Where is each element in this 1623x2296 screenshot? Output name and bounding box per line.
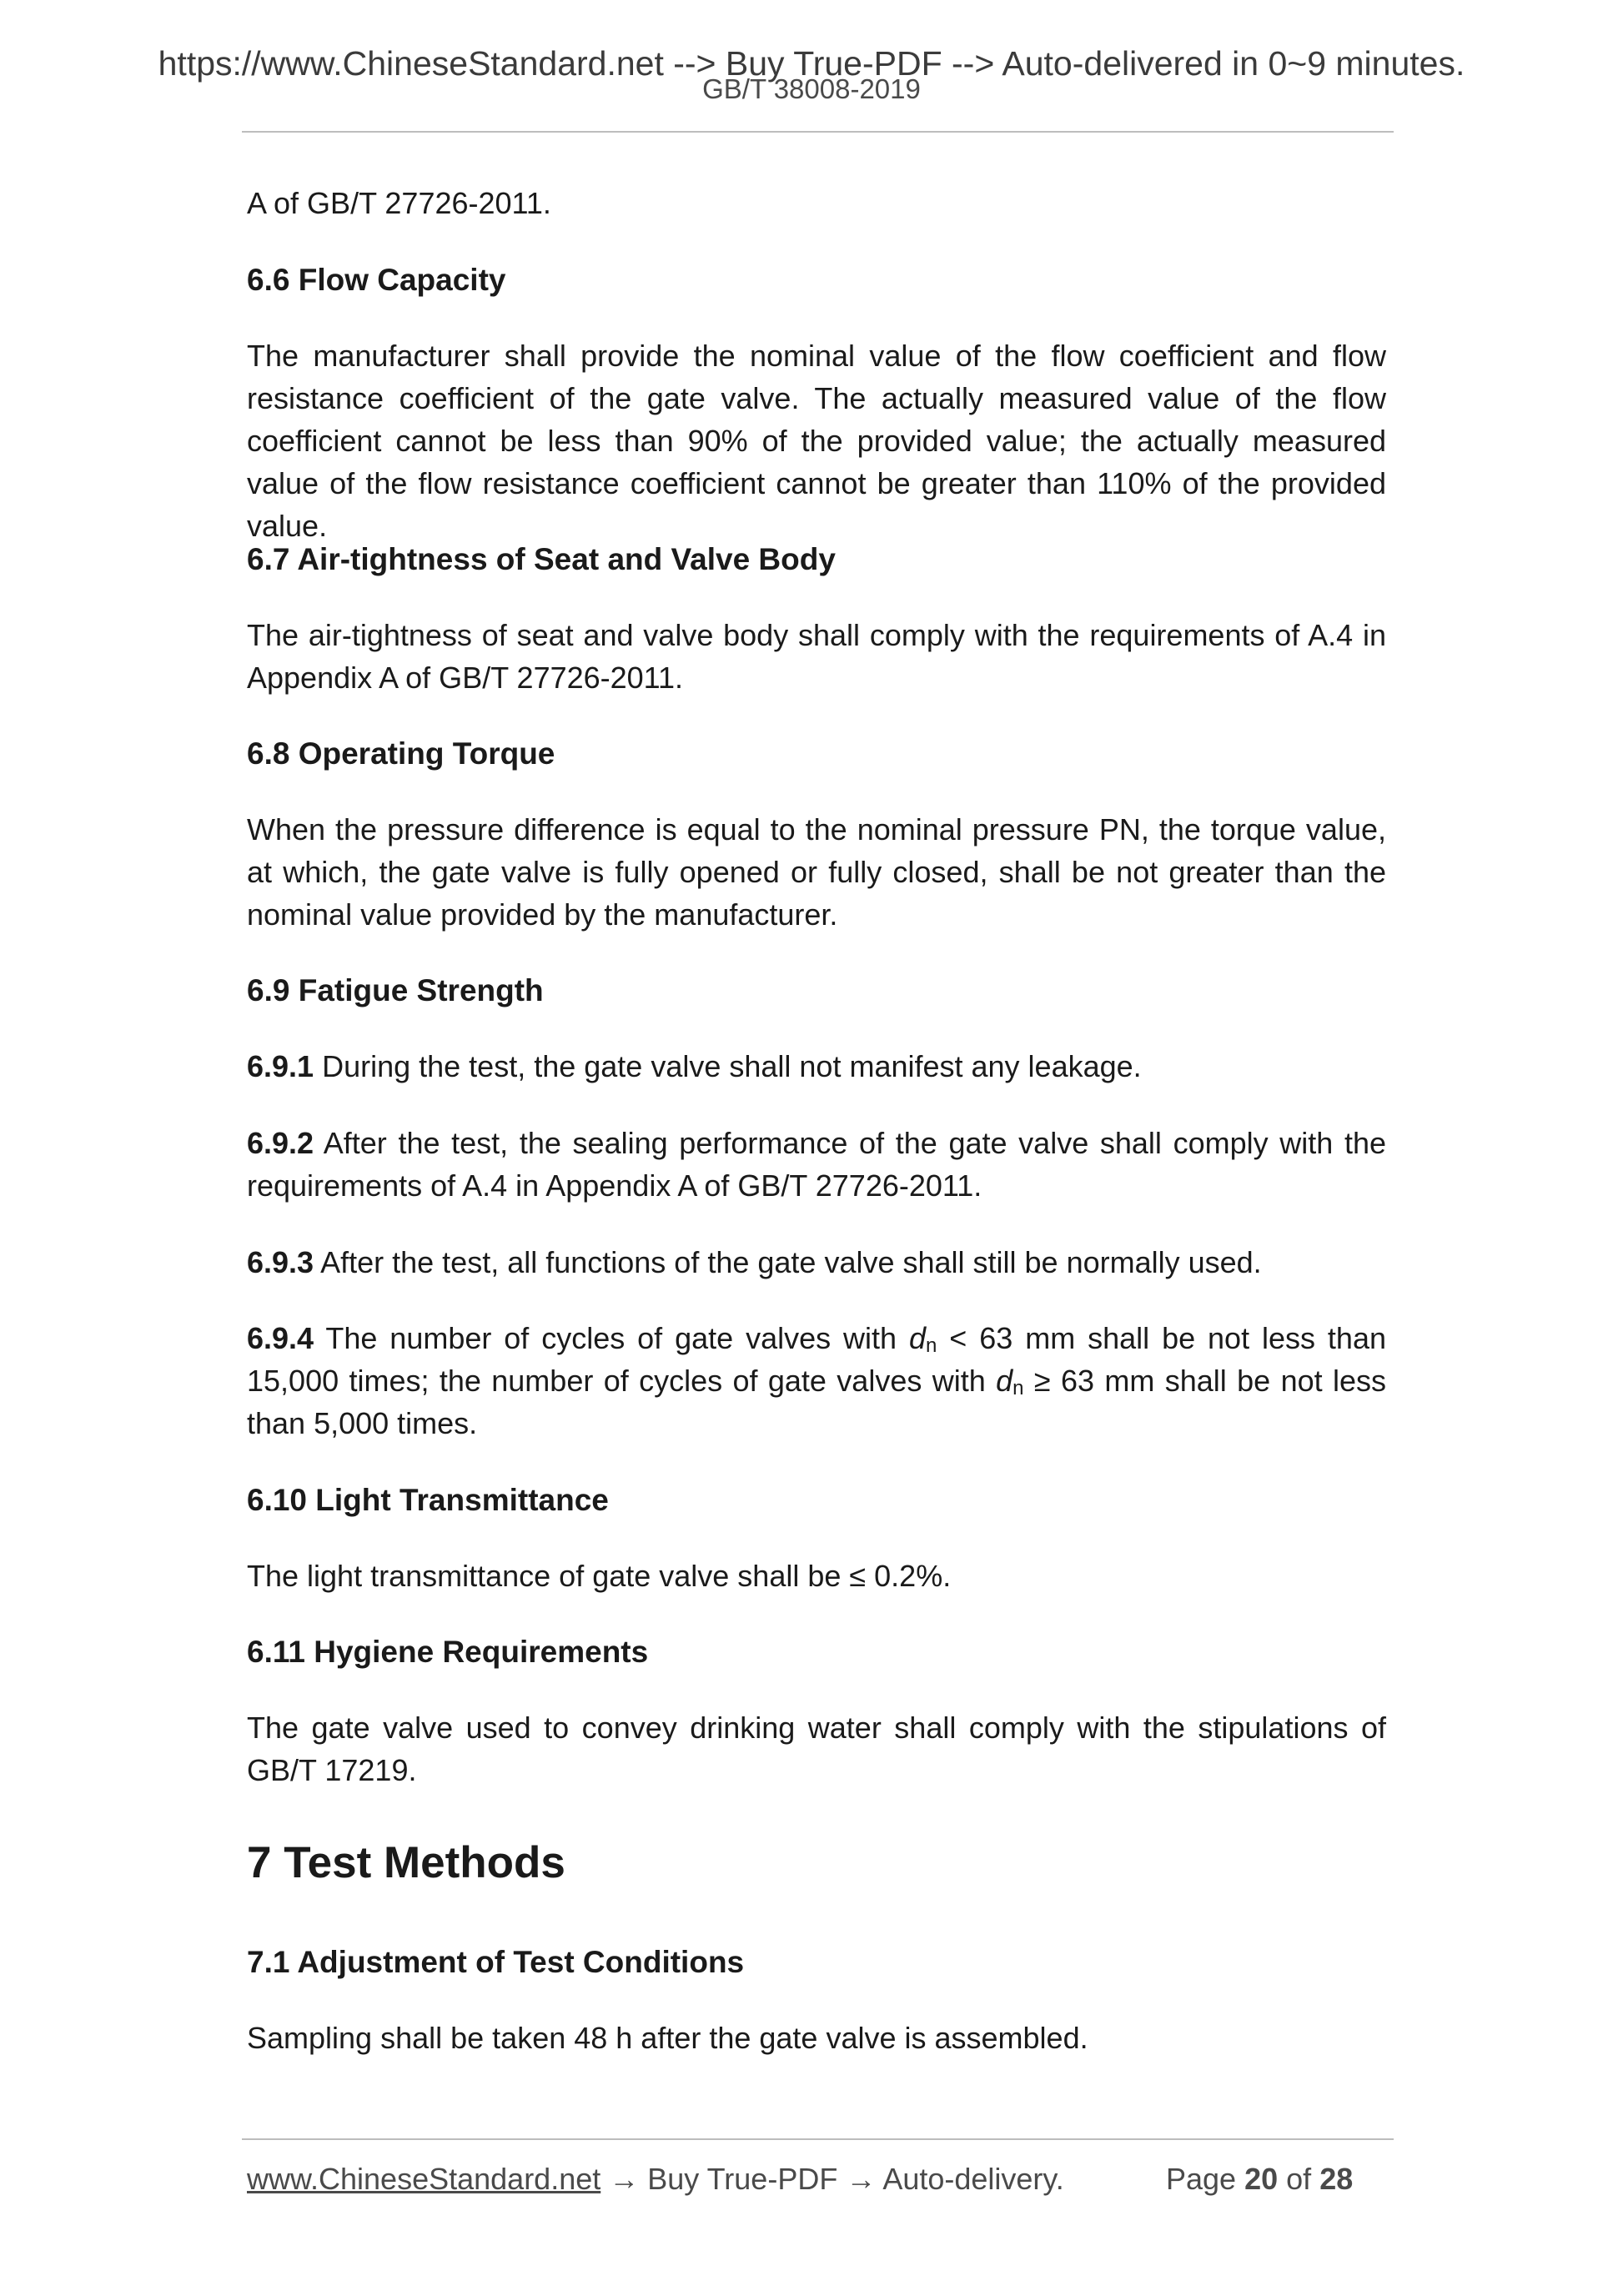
clause-number: 6.9.4: [247, 1321, 314, 1355]
section-6-8-paragraph: When the pressure difference is equal to the nominal pressure PN, the torque value, at which, the gate valve is fully opened or fully closed, shall be not greater than the nominal value provided by the manufacturer.: [247, 812, 1386, 932]
section-6-10-paragraph: The light transmittance of gate valve shall be ≤ 0.2%.: [247, 1559, 952, 1593]
top-banner-link[interactable]: https://www.ChineseStandard.net --> Buy True-PDF --> Auto-delivered in 0~9 minutes.: [158, 44, 1465, 83]
footer-text: → Buy True-PDF → Auto-delivery.: [600, 2162, 1064, 2196]
section-6-11-heading: 6.11 Hygiene Requirements: [247, 1635, 649, 1669]
section-6-10-heading: 6.10 Light Transmittance: [247, 1483, 609, 1517]
clause-text: During the test, the gate valve shall not manifest any leakage.: [314, 1049, 1142, 1083]
footer-left: [247, 2160, 1064, 2198]
clause-6-9-3: [247, 1241, 1386, 1284]
section-6-6-paragraph: The manufacturer shall provide the nominal value of the flow coefficient and flow resistance coefficient of the gate valve. The actually measured value of the flow coefficient cannot be less than 90% of the provided value; the actually measured value of the flow resistance coefficient cannot be greater than 110% of the provided value.: [247, 339, 1386, 543]
section-7-heading: 7 Test Methods: [247, 1838, 565, 1887]
page-indicator: [1166, 2160, 1353, 2198]
clause-number: 6.9.1: [247, 1049, 314, 1083]
clause-6-9-4: [247, 1317, 1386, 1444]
section-7-1-paragraph: Sampling shall be taken 48 h after the gate valve is assembled.: [247, 2021, 1088, 2055]
subscript-n: n: [1012, 1377, 1024, 1399]
page-label: Page: [1166, 2162, 1237, 2196]
page-total: 28: [1319, 2162, 1354, 2196]
clause-text: < 63 mm shall be not less than 15,000 times; the number of cycles of gate valves with: [247, 1321, 1387, 1398]
header-divider: [242, 131, 1394, 133]
section-6-7-heading: 6.7 Air-tightness of Seat and Valve Body: [247, 542, 836, 576]
section-6-6-heading: 6.6 Flow Capacity: [247, 263, 506, 297]
section-7-1-heading: 7.1 Adjustment of Test Conditions: [247, 1945, 745, 1979]
page-number: 20: [1244, 2162, 1279, 2196]
intro-tail-paragraph: A of GB/T 27726-2011.: [247, 186, 551, 220]
section-6-7-paragraph: The air-tightness of seat and valve body shall comply with the requirements of A.4 in Appendix A of GB/T 27726-2011.: [247, 618, 1386, 695]
section-6-11-paragraph: The gate valve used to convey drinking water shall comply with the stipulations of GB/T 17219.: [247, 1711, 1386, 1787]
clause-number: 6.9.3: [247, 1245, 314, 1279]
subscript-n: n: [926, 1334, 937, 1357]
clause-6-9-1: [247, 1045, 1386, 1088]
variable-d: d: [996, 1364, 1013, 1398]
footer-site-link[interactable]: www.ChineseStandard.net: [247, 2162, 601, 2196]
clause-text: After the test, all functions of the gate valve shall still be normally used.: [314, 1245, 1262, 1279]
footer-divider: [242, 2138, 1394, 2140]
clause-text: The number of cycles of gate valves with: [314, 1321, 909, 1355]
clause-6-9-2: [247, 1122, 1386, 1207]
of-label: of: [1286, 2162, 1312, 2196]
section-6-8-heading: 6.8 Operating Torque: [247, 736, 555, 771]
clause-text: ≥ 63 mm shall be not less than 5,000 times.: [247, 1364, 1386, 1440]
variable-d: d: [909, 1321, 927, 1355]
clause-text: After the test, the sealing performance of the gate valve shall comply with the requirements of A.4 in Appendix A of GB/T 27726-2011.: [247, 1126, 1386, 1203]
clause-number: 6.9.2: [247, 1126, 314, 1160]
section-6-9-heading: 6.9 Fatigue Strength: [247, 973, 544, 1007]
standard-code-header: GB/T 38008-2019: [702, 73, 921, 104]
